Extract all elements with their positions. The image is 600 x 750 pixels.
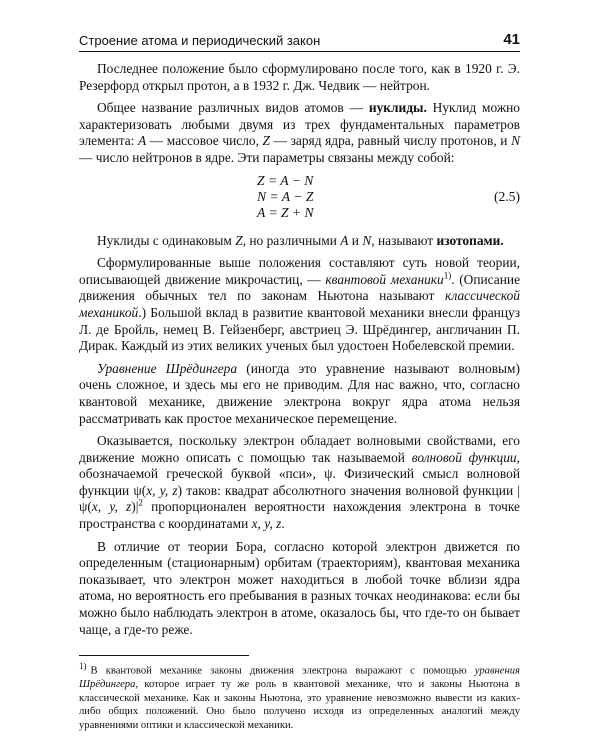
equation-block <box>79 173 520 225</box>
paragraph-history: Последнее положение было сформулировано после того, как в 1920 г. Э. Резерфорд открыл протон, а в 1932 г. Дж. Чедвик — нейтрон. <box>79 61 520 93</box>
header-rule <box>79 51 520 52</box>
paragraph-isotopes: Нуклиды с одинаковым Z, но различными A и N, называют изотопами. <box>97 232 504 248</box>
equation-line: Z = A − N <box>257 172 314 188</box>
paragraph-nuclides: Общее название различных видов атомов — нуклиды. Нуклид можно характеризовать любыми двумя из трех фундаментальных параметров элемента: A — массовое число, Z — заряд ядра, равный числу протонов, и N — число нейтронов в ядре. Эти параметры связаны между собой: <box>79 100 521 165</box>
paragraph-schrodinger: Уравнение Шрёдингера (иногда это уравнение называют волновым) очень сложное, и здесь мы его не приводим. Для нас важно, что, согласно квантовой механике, движение электрона вокруг ядра атома нельзя рассматривать как простое механическое перемещение. <box>79 360 520 426</box>
equation-number: (2.5) <box>493 188 520 204</box>
running-title: Строение атома и периодический закон <box>79 33 321 48</box>
running-header <box>79 31 520 51</box>
paragraph-quantum-mechanics: Сформулированные выше положения составляют суть новой теории, описывающей движение микрочастиц, — квантовой механики$^{1)}$. (Описание движения обычных тел по законам Ньютона называют классической механикой.) Большой вклад в развитие квантовой механики внесли француз Л. де Бройль, немец В. Гейзенберг, австриец Э. Шрёдингер, англичанин П. Дирак. Каждый из этих великих ученых был удостоен Нобелевской премии. <box>79 255 521 354</box>
paragraph-wave-function: Оказывается, поскольку электрон обладает волновыми свойствами, его движение можно описать с помощью так называемой волновой функции, обозначаемой греческой буквой «пси», ψ. Физический смысл волновой функции ψ(x, y, z) таков: квадрат абсолютного значения волновой функции |ψ(x, y, $z)|^2$ пропорционален вероятности нахождения электрона в точке пространства с координатами x, y, z. <box>79 433 520 532</box>
term-isotopes: изотопами. <box>436 232 504 248</box>
footnote-rule <box>79 655 249 656</box>
paragraph-bohr: В отличие от теории Бора, согласно которой электрон движется по определенным (стационарным) орбитам (траекториям), квантовая механика показывает, что электрон может находиться в любой точке вблизи ядра атома, но вероятность его пребывания в разных точках неодинакова: если бы можно было наблюдать электрон в атоме, оказалось бы, что где-то он бывает чаще, а где-то реже. <box>79 538 520 637</box>
equation-line: A = Z + N <box>257 204 314 220</box>
footnote-reference: 1) <box>443 270 452 281</box>
footnote: $^{1)}$ В квантовой механике законы движения электрона выражают с помощью уравнения Шрёдингера, которое играет ту же роль в квантовой механике, что и законы Ньютона в классической механике. Как и законы Ньютона, это уравнение невозможно вывести из каких-либо общих положений. Оно было получено исходя из определенных аналогий между уравнениями оптики и классической механики. <box>79 661 520 731</box>
equation-line: N = A − Z <box>257 188 314 204</box>
footnote-mark: 1) <box>79 661 87 671</box>
page-number: 41 <box>503 31 520 48</box>
page-body <box>79 61 520 644</box>
term-nuclides: нуклиды. <box>368 100 427 116</box>
